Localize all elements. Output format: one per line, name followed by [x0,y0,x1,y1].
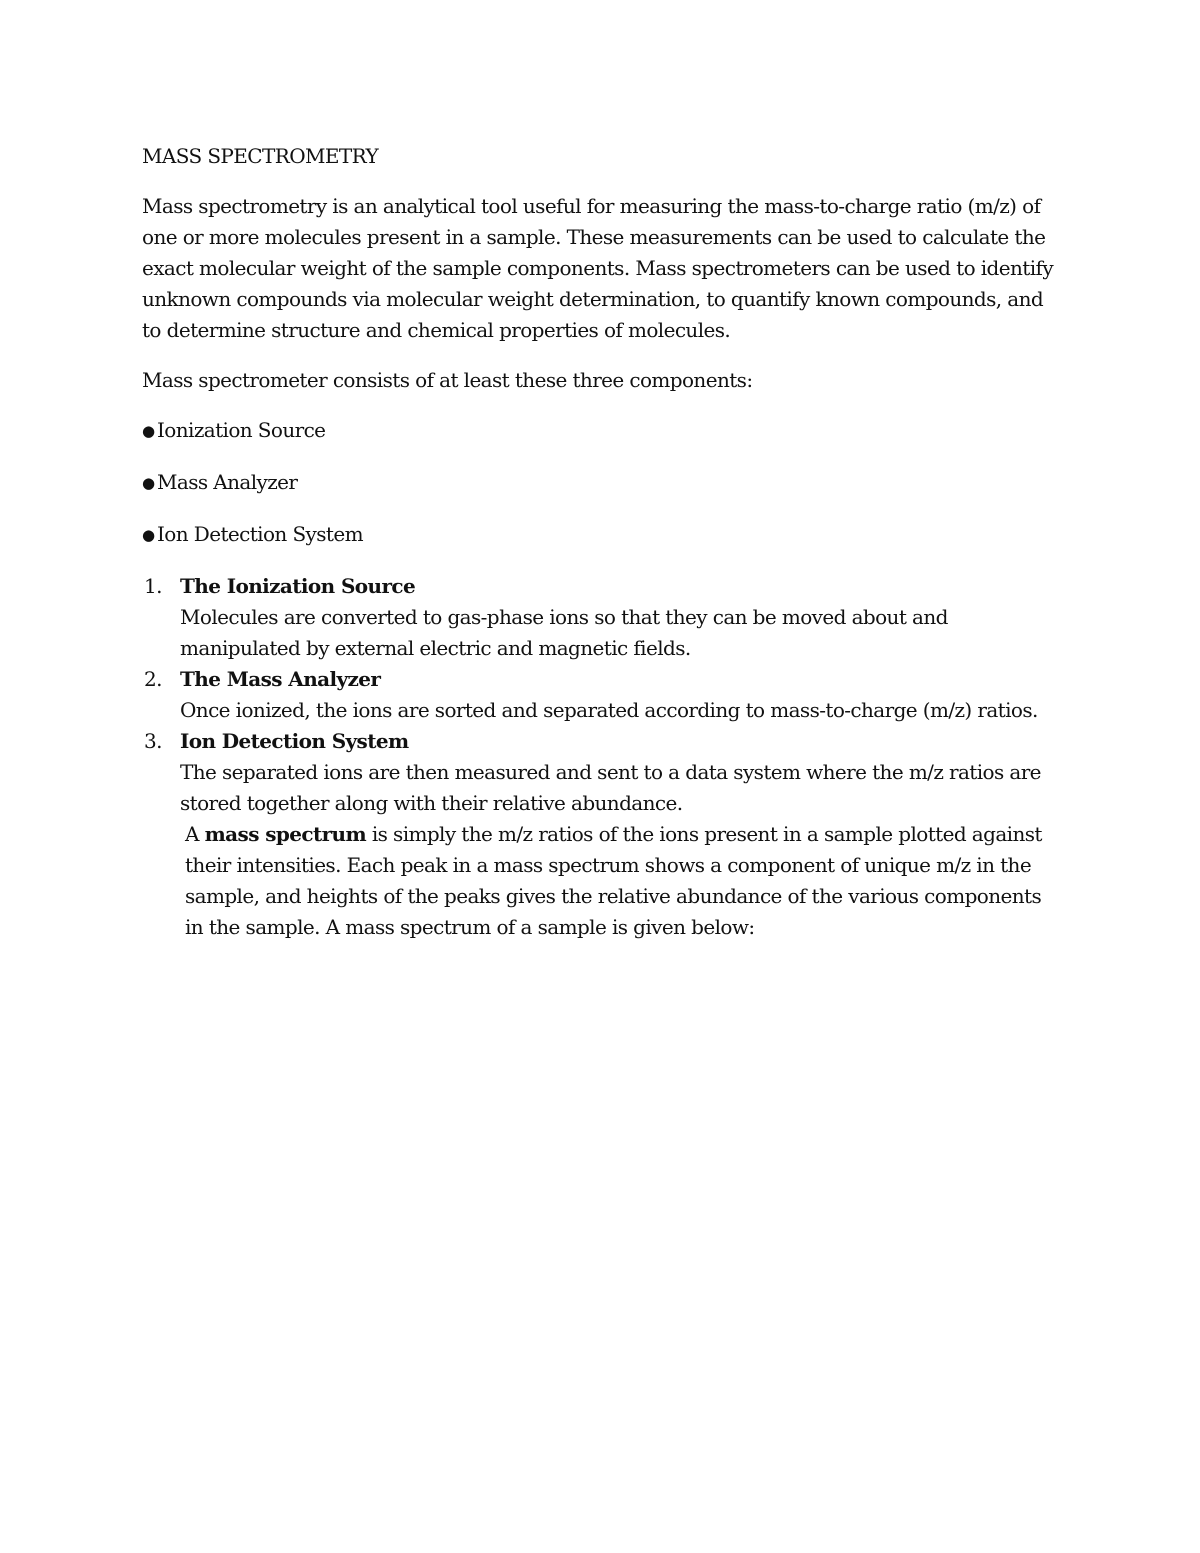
section-body: The separated ions are then measured and sent to a data system where the m/z ratios are stored together along with their relative abundance. [180,760,1041,815]
bullet-item-ion-detection-system [142,519,1062,551]
mass-spectrum-paragraph [180,819,1062,943]
document-content [142,141,1062,943]
bullet-text: Mass Analyzer [157,470,298,494]
section-heading: The Ionization Source [180,574,416,598]
section-heading: The Mass Analyzer [180,667,381,691]
extra-prefix: A [185,822,199,846]
section-heading: Ion Detection System [180,729,409,753]
section-number: 2. [144,667,162,691]
bullet-text: Ion Detection System [157,522,363,546]
section-body: Once ionized, the ions are sorted and separated according to mass-to-charge (m/z) ratios. [180,698,1038,722]
bullet-icon: ● [142,422,155,440]
section-number: 3. [144,729,162,753]
section-ion-detection-system [142,726,1062,943]
extra-rest: is simply the m/z ratios of the ions present in a sample plotted against their intensities. Each peak in a mass spectrum shows a component of unique m/z in the sample, and heights of the peaks gives the relative abundance of the various components in the sample. A mass spectrum of a sample is given below: [185,822,1042,939]
bullet-icon: ● [142,474,155,492]
bullet-item-mass-analyzer [142,467,1062,499]
section-number: 1. [144,574,162,598]
section-body: Molecules are converted to gas-phase ions so that they can be moved about and manipulated by external electric and magnetic fields. [180,605,948,660]
intro-paragraph: Mass spectrometry is an analytical tool useful for measuring the mass-to-charge ratio (m/z) of one or more molecules present in a sample. These measurements can be used to calculate the exact molecular weight of the sample components. Mass spectrometers can be used to identify unknown compounds via molecular weight determination, to quantify known compounds, and to determine structure and chemical properties of molecules. [142,194,1054,342]
section-ionization-source [142,571,1062,664]
numbered-sections [142,571,1062,943]
section-mass-analyzer [142,664,1062,726]
bullet-item-ionization-source [142,415,1062,447]
mass-spectrum-term: mass spectrum [204,822,367,846]
components-intro: Mass spectrometer consists of at least these three components: [142,368,753,392]
bullet-text: Ionization Source [157,418,326,442]
document-title: MASS SPECTROMETRY [142,144,379,168]
bullet-icon: ● [142,526,155,544]
